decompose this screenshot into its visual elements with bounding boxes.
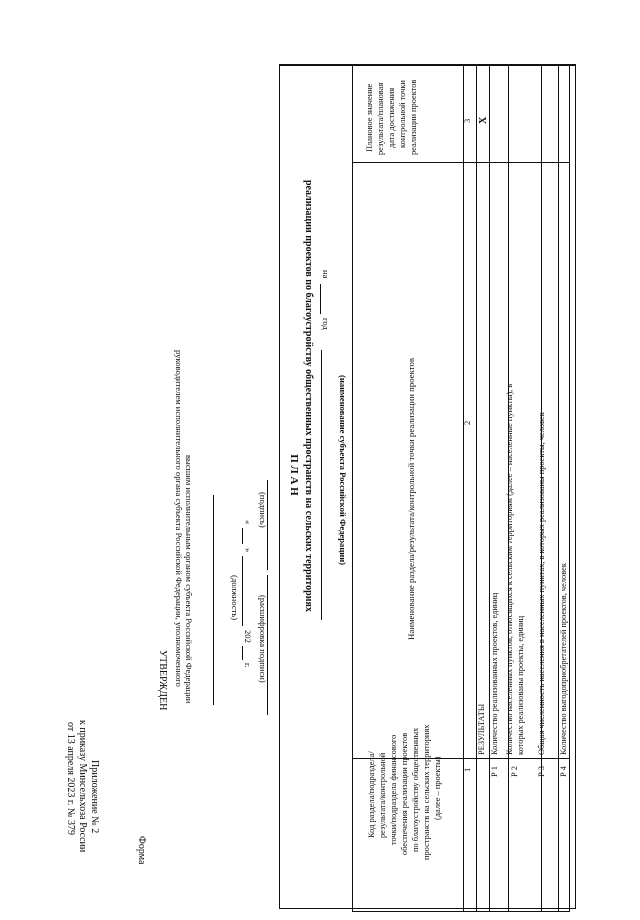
approval-line-1: руководителем исполнительного органа субъекта Российской Федерации, уполномоченного — [174, 350, 184, 687]
header-value — [365, 80, 418, 155]
appendix-line-2: к приказу Минсельхоза России — [77, 720, 88, 853]
header-code-line-7: (далее – проекты) — [433, 756, 442, 820]
row-p2-name-2: которых реализованы проекты, единиц — [516, 615, 525, 755]
row-results-value: Х — [478, 116, 489, 124]
header-value-line-2: результата/плановая — [376, 82, 385, 155]
header-code-line-2: результата/контрольной — [378, 752, 387, 838]
plan-title: П Л А Н — [288, 454, 300, 496]
appendix-line-1: Приложение № 2 — [89, 760, 100, 834]
header-code-line-6: пространств на сельских территориях — [422, 724, 431, 860]
date-open-quote: « — [243, 520, 253, 525]
row-p2-name-1: Количество населенных пунктов, относящихся к сельским территориям (далее – населенные пункты), в — [505, 383, 514, 755]
form-label: Форма — [136, 836, 147, 865]
header-value-line-3: дата достижения — [387, 87, 396, 148]
signature-caption: (подпись) — [258, 492, 268, 528]
date-close-quote: » — [243, 548, 253, 553]
date-suffix: г. — [243, 663, 253, 668]
header-value-line-5: реализации проектов — [409, 79, 418, 155]
plan-subtitle: реализации проектов по благоустройству общественных пространств на сельских территориях — [303, 180, 314, 612]
date-year: 202 — [243, 630, 253, 643]
approval-heading: УТВЕРЖДЕН — [157, 650, 168, 711]
subject-caption: (наименование субъекта Российской Федерации) — [338, 375, 348, 566]
for-word: на — [321, 270, 331, 279]
row-p3-code: Р 3 — [537, 766, 546, 777]
colnum-3: 3 — [463, 118, 472, 123]
header-value-line-1: Плановое значение — [365, 83, 374, 152]
appendix-line-3: от 13 апреля 2023 г. № 379 — [65, 722, 76, 835]
row-p3-name: Общая численность населения в населенных пунктах, в которых реализованы проекты, человек — [537, 412, 546, 755]
row-p1-code: Р 1 — [490, 766, 499, 777]
year-word: год — [321, 318, 331, 330]
header-code — [367, 724, 442, 860]
approval-line-2: высшим исполнительным органом субъекта Российской Федерации — [184, 455, 194, 704]
header-code-line-5: по благоустройству общественных — [411, 727, 420, 852]
header-code-line-4: обеспечения реализации проектов — [400, 732, 409, 855]
header-name: Наименование раздела/результата/контрольной точки реализации проектов — [406, 357, 416, 640]
row-results-name: РЕЗУЛЬТАТЫ — [477, 703, 486, 755]
header-value-line-4: контрольной точки — [398, 80, 407, 148]
colnum-1: 1 — [463, 767, 472, 772]
decoding-caption: (расшифровка подписи) — [258, 595, 268, 683]
row-p4-code: Р 4 — [559, 766, 568, 777]
row-p2-code: Р 2 — [510, 766, 519, 777]
position-caption: (должность) — [230, 575, 240, 621]
row-p4-name: Количество выгодоприобретателей проектов, человек — [559, 563, 568, 755]
colnum-2: 2 — [463, 420, 472, 425]
header-code-line-1: Код раздела/подраздела/ — [367, 751, 376, 838]
row-p1-name: Количество реализованных проектов, единиц — [490, 592, 499, 755]
header-code-line-3: точки/подраздела финансового — [389, 734, 398, 845]
